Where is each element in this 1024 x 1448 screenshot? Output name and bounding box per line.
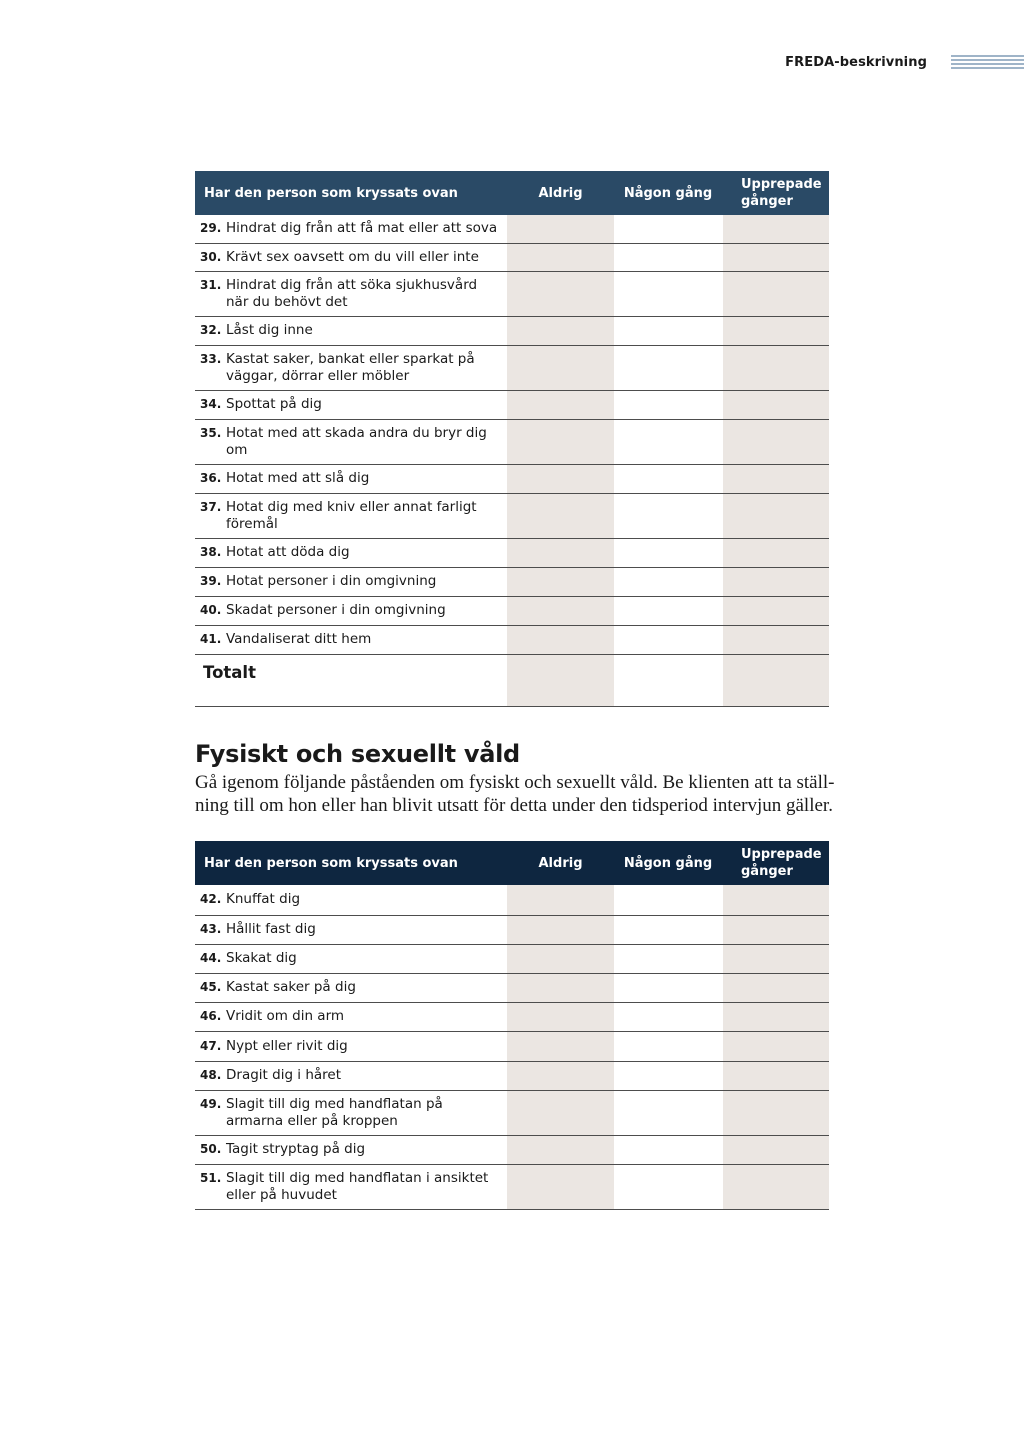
table-header-row xyxy=(195,171,829,215)
question-cell xyxy=(195,215,507,243)
question-cell xyxy=(195,885,507,915)
question-number: 46. xyxy=(200,1009,222,1023)
answer-cell-repeatedly[interactable] xyxy=(722,345,829,390)
answer-cell-repeatedly[interactable] xyxy=(722,390,829,419)
question-number: 33. xyxy=(200,351,222,366)
column-header-repeatedly: Upprepade gånger xyxy=(741,177,822,209)
running-header-title: FREDA-beskrivning xyxy=(785,55,927,70)
answer-cell-repeatedly[interactable] xyxy=(722,596,829,625)
table-row xyxy=(195,596,829,625)
question-cell xyxy=(195,596,507,625)
answer-cell-sometimes[interactable] xyxy=(614,316,722,345)
question-text: Skakat dig xyxy=(226,950,297,966)
answer-cell-never[interactable] xyxy=(507,345,614,390)
question-text: Spottat på dig xyxy=(226,396,322,412)
total-row xyxy=(195,654,829,706)
section-intro: Gå igenom följande påståenden om fysiskt och sexuellt våld. Be klienten att ta ställ-ning till om hon eller han blivit utsatt för detta under den tidsperiod intervjun gäller. xyxy=(195,772,835,816)
physical-violence-table-body xyxy=(195,885,829,1209)
question-number: 29. xyxy=(200,221,222,236)
answer-cell-never[interactable] xyxy=(507,215,614,243)
question-cell xyxy=(195,345,507,390)
answer-cell-never[interactable] xyxy=(507,1002,614,1031)
section-heading: Fysiskt och sexuellt våld xyxy=(195,740,520,768)
answer-cell-repeatedly[interactable] xyxy=(722,973,829,1002)
answer-cell-never[interactable] xyxy=(507,944,614,973)
question-text: Hotat med att slå dig xyxy=(226,470,370,486)
question-text: Dragit dig i håret xyxy=(226,1067,342,1083)
answer-cell-sometimes[interactable] xyxy=(614,1002,722,1031)
answer-cell-never[interactable] xyxy=(507,243,614,271)
table-row xyxy=(195,243,829,271)
answer-cell-sometimes[interactable] xyxy=(614,567,722,596)
question-number: 49. xyxy=(200,1096,222,1111)
answer-cell-sometimes[interactable] xyxy=(614,885,722,915)
answer-cell-sometimes[interactable] xyxy=(614,493,722,538)
question-text: Nypt eller rivit dig xyxy=(226,1037,348,1054)
question-number: 38. xyxy=(200,545,222,559)
table-header-row xyxy=(195,841,829,885)
question-cell xyxy=(195,1090,507,1135)
total-cell-never[interactable] xyxy=(507,654,614,706)
question-cell xyxy=(195,1135,507,1164)
answer-cell-sometimes[interactable] xyxy=(614,625,722,654)
table-row xyxy=(195,567,829,596)
answer-cell-repeatedly[interactable] xyxy=(722,1090,829,1135)
question-text: Hotat dig med kniv eller annat farligt föremål xyxy=(226,498,477,532)
question-text: Vandaliserat ditt hem xyxy=(226,631,372,647)
answer-cell-repeatedly[interactable] xyxy=(722,316,829,345)
answer-cell-sometimes[interactable] xyxy=(614,944,722,973)
answer-cell-repeatedly[interactable] xyxy=(722,464,829,493)
question-cell xyxy=(195,1002,507,1031)
question-cell xyxy=(195,973,507,1002)
total-cell-repeatedly[interactable] xyxy=(722,654,829,706)
question-number: 36. xyxy=(200,471,222,485)
table-row xyxy=(195,419,829,464)
table-row xyxy=(195,464,829,493)
answer-cell-sometimes[interactable] xyxy=(614,1090,722,1135)
answer-cell-never[interactable] xyxy=(507,1031,614,1061)
question-number: 34. xyxy=(200,397,222,411)
answer-cell-repeatedly[interactable] xyxy=(722,915,829,944)
table-row xyxy=(195,1002,829,1031)
header-decoration-bars xyxy=(951,55,1024,73)
column-header-never: Aldrig xyxy=(538,185,583,201)
question-cell xyxy=(195,419,507,464)
question-number: 37. xyxy=(200,499,222,514)
question-text: Låst dig inne xyxy=(226,322,313,338)
question-cell xyxy=(195,493,507,538)
column-header-question: Har den person som kryssats ovan xyxy=(204,185,458,201)
total-cell-sometimes[interactable] xyxy=(614,654,722,706)
answer-cell-sometimes[interactable] xyxy=(614,1061,722,1090)
answer-cell-sometimes[interactable] xyxy=(614,215,722,243)
question-text: Tagit stryptag på dig xyxy=(226,1141,366,1157)
answer-cell-repeatedly[interactable] xyxy=(722,567,829,596)
question-cell xyxy=(195,1164,507,1209)
answer-cell-never[interactable] xyxy=(507,1061,614,1090)
answer-cell-sometimes[interactable] xyxy=(614,1031,722,1061)
answer-cell-never[interactable] xyxy=(507,1135,614,1164)
answer-cell-never[interactable] xyxy=(507,271,614,316)
answer-cell-sometimes[interactable] xyxy=(614,1135,722,1164)
answer-cell-sometimes[interactable] xyxy=(614,419,722,464)
answer-cell-never[interactable] xyxy=(507,885,614,915)
answer-cell-repeatedly[interactable] xyxy=(722,625,829,654)
question-text: Hindrat dig från att få mat eller att sova xyxy=(226,220,498,237)
answer-cell-sometimes[interactable] xyxy=(614,345,722,390)
question-text: Hotat personer i din omgivning xyxy=(226,573,437,589)
answer-cell-repeatedly[interactable] xyxy=(722,885,829,915)
answer-cell-repeatedly[interactable] xyxy=(722,493,829,538)
table-row xyxy=(195,345,829,390)
question-number: 32. xyxy=(200,323,222,337)
column-header-sometimes: Någon gång xyxy=(623,855,713,871)
answer-cell-repeatedly[interactable] xyxy=(722,243,829,271)
physical-violence-table xyxy=(195,841,829,1210)
answer-cell-repeatedly[interactable] xyxy=(722,419,829,464)
question-cell xyxy=(195,390,507,419)
table-row xyxy=(195,944,829,973)
column-header-never: Aldrig xyxy=(538,855,583,871)
column-header-question: Har den person som kryssats ovan xyxy=(204,855,458,871)
question-cell xyxy=(195,915,507,944)
question-number: 50. xyxy=(200,1142,222,1156)
answer-cell-sometimes[interactable] xyxy=(614,243,722,271)
column-header-sometimes: Någon gång xyxy=(623,185,713,201)
question-text: Skadat personer i din omgivning xyxy=(226,602,446,618)
question-cell xyxy=(195,316,507,345)
table-row xyxy=(195,885,829,915)
answer-cell-never[interactable] xyxy=(507,538,614,567)
question-cell xyxy=(195,944,507,973)
answer-cell-repeatedly[interactable] xyxy=(722,1164,829,1209)
question-text: Krävt sex oavsett om du vill eller inte xyxy=(226,248,479,265)
question-number: 39. xyxy=(200,574,222,588)
question-cell xyxy=(195,1061,507,1090)
answer-cell-sometimes[interactable] xyxy=(614,271,722,316)
question-cell xyxy=(195,625,507,654)
threats-table xyxy=(195,171,829,707)
question-text: Hotat att döda dig xyxy=(226,544,350,560)
table-row xyxy=(195,1135,829,1164)
answer-cell-sometimes[interactable] xyxy=(614,973,722,1002)
total-label: Totalt xyxy=(195,654,507,706)
answer-cell-repeatedly[interactable] xyxy=(722,1061,829,1090)
answer-cell-sometimes[interactable] xyxy=(614,390,722,419)
answer-cell-sometimes[interactable] xyxy=(614,1164,722,1209)
question-text: Hindrat dig från att söka sjukhusvård när du behövt det xyxy=(226,276,478,310)
table-row xyxy=(195,1164,829,1209)
question-text: Slagit till dig med handflatan i ansiktet eller på huvudet xyxy=(226,1169,489,1203)
question-number: 30. xyxy=(200,249,222,264)
threats-table-body xyxy=(195,215,829,706)
answer-cell-never[interactable] xyxy=(507,493,614,538)
question-text: Kastat saker på dig xyxy=(226,979,356,995)
question-number: 41. xyxy=(200,632,222,646)
running-header xyxy=(0,55,1024,75)
answer-cell-never[interactable] xyxy=(507,596,614,625)
question-cell xyxy=(195,464,507,493)
answer-cell-sometimes[interactable] xyxy=(614,464,722,493)
table-row xyxy=(195,271,829,316)
question-number: 43. xyxy=(200,922,222,936)
table-row xyxy=(195,316,829,345)
column-header-repeatedly: Upprepade gånger xyxy=(741,847,822,879)
table-row xyxy=(195,1031,829,1061)
question-number: 31. xyxy=(200,277,222,292)
answer-cell-never[interactable] xyxy=(507,464,614,493)
question-text: Knuffat dig xyxy=(226,891,301,908)
table-row xyxy=(195,390,829,419)
question-text: Kastat saker, bankat eller sparkat på väggar, dörrar eller möbler xyxy=(226,350,475,384)
answer-cell-never[interactable] xyxy=(507,1164,614,1209)
answer-cell-repeatedly[interactable] xyxy=(722,1002,829,1031)
answer-cell-never[interactable] xyxy=(507,973,614,1002)
table-row xyxy=(195,538,829,567)
question-cell xyxy=(195,271,507,316)
answer-cell-repeatedly[interactable] xyxy=(722,944,829,973)
answer-cell-repeatedly[interactable] xyxy=(722,1031,829,1061)
question-cell xyxy=(195,1031,507,1061)
table-row xyxy=(195,915,829,944)
question-number: 40. xyxy=(200,603,222,617)
question-number: 51. xyxy=(200,1170,222,1185)
answer-cell-never[interactable] xyxy=(507,419,614,464)
question-number: 45. xyxy=(200,980,222,994)
answer-cell-repeatedly[interactable] xyxy=(722,1135,829,1164)
answer-cell-never[interactable] xyxy=(507,567,614,596)
table-row xyxy=(195,1061,829,1090)
answer-cell-never[interactable] xyxy=(507,915,614,944)
answer-cell-repeatedly[interactable] xyxy=(722,271,829,316)
question-text: Vridit om din arm xyxy=(226,1008,345,1024)
question-text: Hotat med att skada andra du bryr dig om xyxy=(226,424,487,458)
answer-cell-never[interactable] xyxy=(507,1090,614,1135)
table-row xyxy=(195,1090,829,1135)
answer-cell-sometimes[interactable] xyxy=(614,915,722,944)
question-text: Hållit fast dig xyxy=(226,921,316,937)
answer-cell-never[interactable] xyxy=(507,390,614,419)
answer-cell-sometimes[interactable] xyxy=(614,596,722,625)
table-row xyxy=(195,625,829,654)
table-row xyxy=(195,973,829,1002)
question-number: 35. xyxy=(200,425,222,440)
answer-cell-never[interactable] xyxy=(507,625,614,654)
answer-cell-repeatedly[interactable] xyxy=(722,538,829,567)
question-cell xyxy=(195,567,507,596)
question-cell xyxy=(195,538,507,567)
table-row xyxy=(195,493,829,538)
answer-cell-repeatedly[interactable] xyxy=(722,215,829,243)
answer-cell-sometimes[interactable] xyxy=(614,538,722,567)
question-number: 47. xyxy=(200,1038,222,1053)
question-number: 48. xyxy=(200,1068,222,1082)
question-text: Slagit till dig med handflatan på armarna eller på kroppen xyxy=(226,1095,443,1129)
question-number: 42. xyxy=(200,892,222,907)
answer-cell-never[interactable] xyxy=(507,316,614,345)
question-cell xyxy=(195,243,507,271)
question-number: 44. xyxy=(200,951,222,965)
table-row xyxy=(195,215,829,243)
